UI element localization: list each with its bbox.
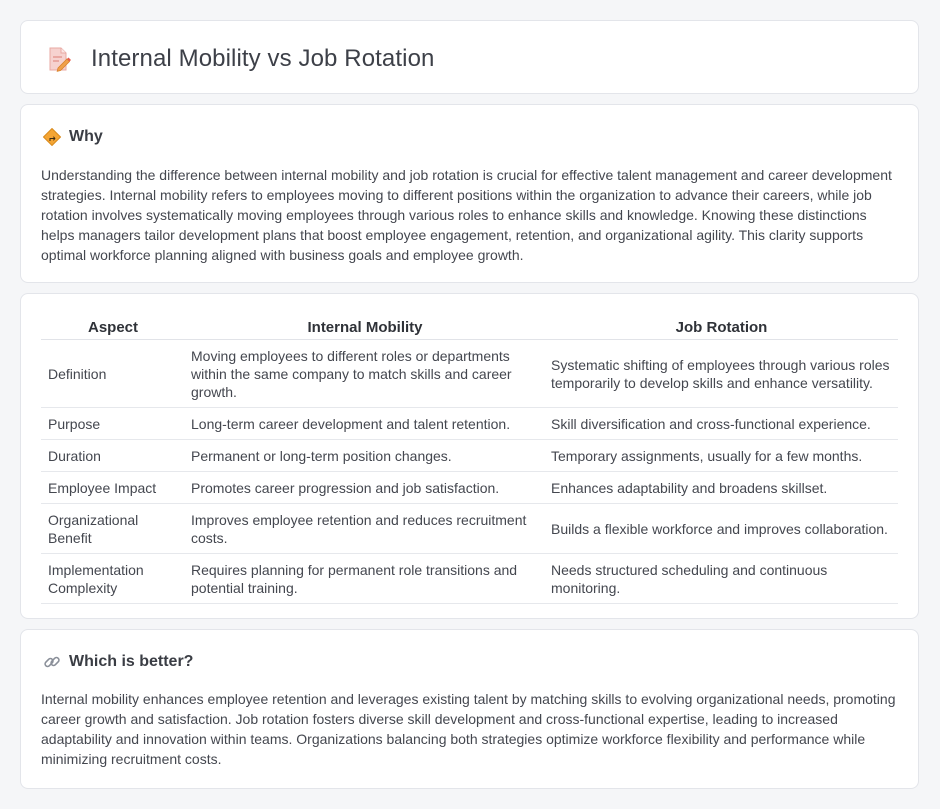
table-row (41, 554, 898, 604)
header-aspect: Aspect (41, 314, 185, 340)
page-title: Internal Mobility vs Job Rotation (91, 45, 435, 72)
title-card (20, 20, 919, 94)
aspect-cell: Purpose (41, 408, 185, 440)
title-row (47, 45, 434, 73)
which-better-card (20, 629, 919, 789)
aspect-cell: Definition (41, 340, 185, 408)
diamond-sign-icon (43, 128, 61, 146)
job-rotation-cell: Enhances adaptability and broadens skillset. (545, 472, 898, 504)
header-internal-mobility: Internal Mobility (185, 314, 545, 340)
table-row (41, 440, 898, 472)
header-job-rotation: Job Rotation (545, 314, 898, 340)
internal-mobility-cell: Long-term career development and talent retention. (185, 408, 545, 440)
job-rotation-cell: Temporary assignments, usually for a few months. (545, 440, 898, 472)
comparison-card (20, 293, 919, 619)
why-heading: Why (69, 128, 103, 145)
job-rotation-cell: Skill diversification and cross-functional experience. (545, 408, 898, 440)
better-heading: Which is better? (69, 653, 194, 670)
why-heading-row (43, 128, 103, 146)
table-row (41, 408, 898, 440)
table-row (41, 504, 898, 554)
why-card (20, 104, 919, 283)
internal-mobility-cell: Improves employee retention and reduces recruitment costs. (185, 504, 545, 554)
internal-mobility-cell: Permanent or long-term position changes. (185, 440, 545, 472)
aspect-cell: Organizational Benefit (41, 504, 185, 554)
aspect-cell: Employee Impact (41, 472, 185, 504)
job-rotation-cell: Builds a flexible workforce and improves collaboration. (545, 504, 898, 554)
aspect-cell: Duration (41, 440, 185, 472)
aspect-cell: Implementation Complexity (41, 554, 185, 604)
job-rotation-cell: Needs structured scheduling and continuous monitoring. (545, 554, 898, 604)
internal-mobility-cell: Promotes career progression and job satisfaction. (185, 472, 545, 504)
table-row (41, 340, 898, 408)
why-paragraph: Understanding the difference between internal mobility and job rotation is crucial for effective talent management and career development strategies. Internal mobility refers to employees moving to different positions within the organization to advance their careers, while job rotation involves systematically moving employees through various roles to enhance skills and knowledge. Knowing these distinctions helps managers tailor development plans that boost employee engagement, retention, and organizational agility. This clarity supports optimal workforce planning aligned with business goals and employee growth. (41, 167, 892, 263)
better-paragraph: Internal mobility enhances employee retention and leverages existing talent by matching skills to evolving organizational needs, promoting career growth and satisfaction. Job rotation fosters diverse skill development and cross-functional expertise, leading to increased adaptability and innovation within teams. Organizations balancing both strategies optimize workforce flexibility and performance while minimizing recruitment costs. (41, 691, 896, 767)
comparison-table (41, 314, 898, 604)
link-icon (43, 653, 61, 671)
better-heading-row (43, 653, 193, 671)
job-rotation-cell: Systematic shifting of employees through various roles temporarily to develop skills and enhance versatility. (545, 340, 898, 408)
internal-mobility-cell: Moving employees to different roles or departments within the same company to match skills and career growth. (185, 340, 545, 408)
table-row (41, 472, 898, 504)
document-pencil-icon (47, 46, 71, 72)
internal-mobility-cell: Requires planning for permanent role transitions and potential training. (185, 554, 545, 604)
table-header-row (41, 314, 898, 340)
